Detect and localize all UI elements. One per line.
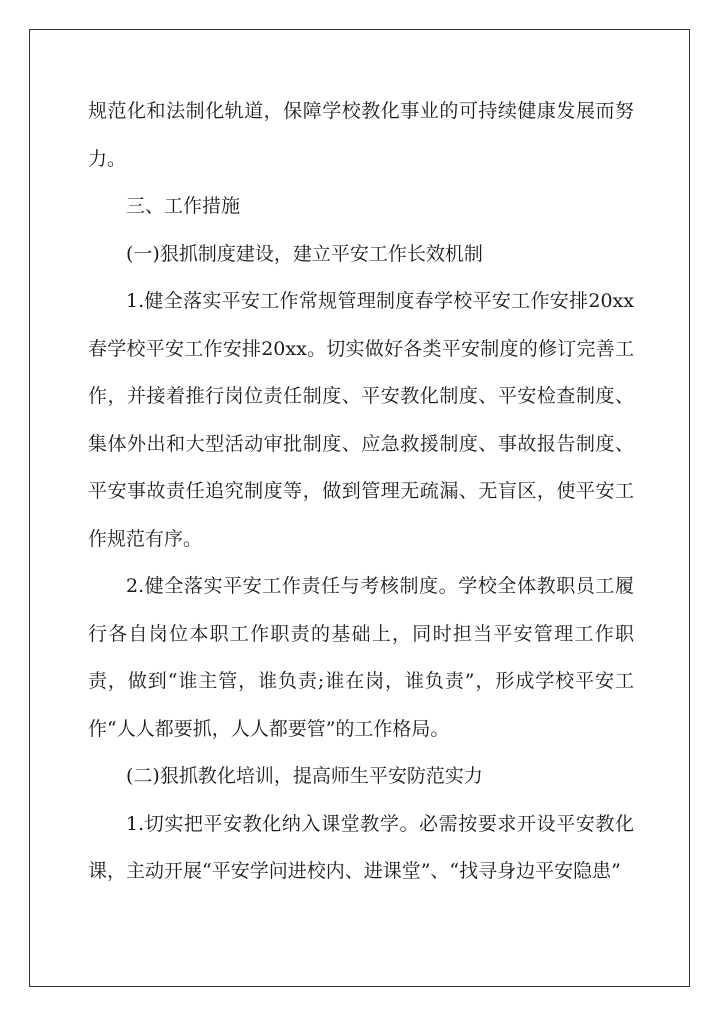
paragraph-item-1-2: 2.健全落实平安工作责任与考核制度。学校全体教职员工履行各自岗位本职工作职责的基础上，同时担当平安管理工作职责，做到“谁主管，谁负责;谁在岗，谁负责”，形成学校平安工作“人人都要抓，人人都要管”的工作格局。 (88, 575, 634, 740)
paragraph-item-1-1: 1.健全落实平安工作常规管理制度春学校平安工作安排20xx春学校平安工作安排20xx。切实做好各类平安制度的修订完善工作，并接着推行岗位责任制度、平安教化制度、平安检查制度、集体外出和大型活动审批制度、应急救援制度、事故报告制度、平安事故责任追究制度等，做到管理无疏漏、无盲区，使平安工作规范有序。 (88, 290, 634, 550)
subsection-heading-1: (一)狠抓制度建设，建立平安工作长效机制 (126, 242, 483, 265)
paragraph-continuation: 规范化和法制化轨道，保障学校教化事业的可持续健康发展而努力。 (88, 100, 634, 170)
paragraph-item-2-1: 1.切实把平安教化纳入课堂教学。必需按要求开设平安教化课，主动开展“平安学问进校内、进课堂”、“找寻身边平安隐患” (88, 812, 634, 882)
section-heading-work-measures: 三、工作措施 (126, 195, 241, 217)
document-body (88, 88, 634, 896)
subsection-heading-2: (二)狠抓教化培训，提高师生平安防范实力 (126, 765, 483, 787)
